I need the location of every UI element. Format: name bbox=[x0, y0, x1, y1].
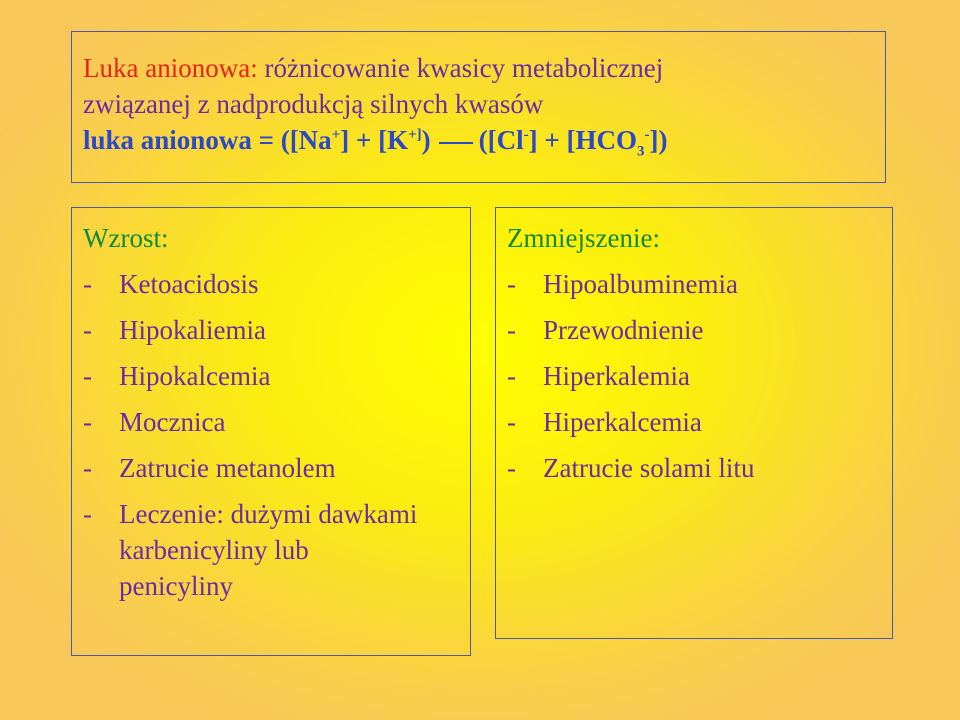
decrease-box bbox=[495, 207, 893, 639]
list-dash: - bbox=[83, 315, 92, 345]
list-item bbox=[83, 312, 470, 348]
formula-part3: ) bbox=[421, 125, 431, 155]
formula-part5: ] + [HCO bbox=[528, 125, 638, 155]
list-dash: - bbox=[83, 407, 92, 437]
list-dash: - bbox=[507, 453, 516, 483]
formula-hco-subscript: 3 bbox=[637, 143, 645, 160]
list-item-text: Hiperkalemia bbox=[543, 361, 690, 391]
header-title-rest: różnicowanie kwasicy metabolicznej bbox=[264, 53, 664, 83]
list-dash: - bbox=[83, 361, 92, 391]
formula-part2: ] + [K bbox=[340, 125, 409, 155]
formula-hco-charge: - bbox=[644, 127, 650, 143]
decrease-heading: Zmniejszenie: bbox=[507, 223, 660, 253]
list-item bbox=[507, 450, 892, 486]
increase-box bbox=[71, 207, 471, 656]
header-line-2: związanej z nadprodukcją silnych kwasów bbox=[83, 89, 544, 119]
list-item-text: Przewodnienie bbox=[543, 315, 704, 345]
list-item bbox=[507, 404, 892, 440]
anion-gap-formula bbox=[83, 122, 885, 158]
list-item-text: Mocznica bbox=[119, 407, 226, 437]
header-line-1 bbox=[83, 50, 885, 86]
formula-minus-sign bbox=[439, 142, 473, 145]
formula-part6: ]) bbox=[649, 125, 668, 155]
formula-cl-charge: - bbox=[523, 127, 529, 143]
list-item-text: Hipokaliemia bbox=[119, 315, 266, 345]
formula-part4: ([Cl bbox=[478, 125, 524, 155]
list-item-text: Zatrucie solami litu bbox=[543, 453, 755, 483]
list-item bbox=[83, 266, 470, 302]
list-item-text: Hipoalbuminemia bbox=[543, 269, 738, 299]
list-item bbox=[83, 496, 470, 604]
increase-list bbox=[83, 266, 470, 604]
list-dash: - bbox=[507, 361, 516, 391]
list-item-text: Ketoacidosis bbox=[119, 269, 259, 299]
list-item bbox=[83, 450, 470, 486]
list-item-text: Leczenie: dużymi dawkami karbenicyliny lub penicyliny bbox=[119, 499, 418, 601]
list-dash: - bbox=[507, 269, 516, 299]
list-dash: - bbox=[83, 453, 92, 483]
header-title-highlight: Luka anionowa: bbox=[83, 53, 258, 83]
list-dash: - bbox=[83, 269, 92, 299]
list-dash: - bbox=[507, 315, 516, 345]
decrease-list bbox=[507, 266, 892, 486]
formula-na-charge: + bbox=[331, 127, 341, 143]
list-item-text: Zatrucie metanolem bbox=[119, 453, 336, 483]
list-item bbox=[507, 358, 892, 394]
formula-label: luka anionowa = ([Na bbox=[83, 125, 332, 155]
increase-heading: Wzrost: bbox=[83, 223, 169, 253]
list-dash: - bbox=[83, 499, 92, 529]
list-item bbox=[83, 358, 470, 394]
list-item-text: Hiperkalcemia bbox=[543, 407, 702, 437]
formula-k-charge: +] bbox=[408, 127, 422, 143]
list-item bbox=[507, 266, 892, 302]
header-box bbox=[71, 31, 886, 183]
list-item bbox=[83, 404, 470, 440]
list-item bbox=[507, 312, 892, 348]
list-item-text: Hipokalcemia bbox=[119, 361, 271, 391]
list-dash: - bbox=[507, 407, 516, 437]
